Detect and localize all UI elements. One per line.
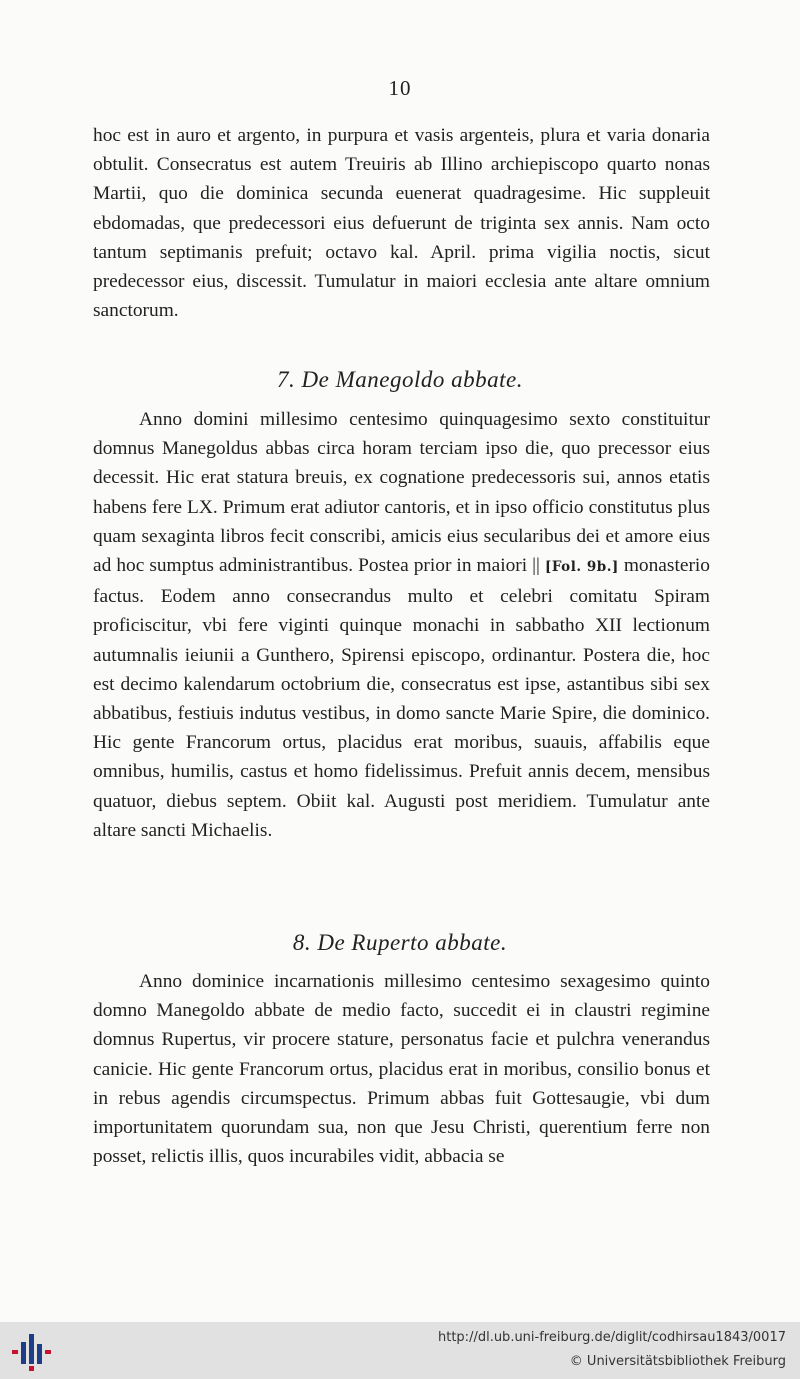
copyright-notice: © Universitätsbibliothek Freiburg	[569, 1354, 786, 1369]
section-7-text-part-2: monasterio factus. Eodem anno consecrandus multo et celebri comitatu Spiram proficiscitur, vbi fere viginti quinque monachi in sabbatho XII lectionum autumnalis ieiunii a Gunthero, Spirensi episcopo, ordinantur. Postera die, hoc est decimo kalendarum octobrium die, consecratus est ipse, astantibus sibi sex abbatibus, festiuis indutus vestibus, in domo sancte Marie Spire, die dominico. Hic gente Francorum ortus, placidus erat moribus, suauis, affabilis eque omnibus, humilis, castus et homo fidelissimus. Prefuit annis decem, mensibus quatuor, diebus septem. Obiit kal. Augusti post meridiem. Tumulatur ante altare sancti Michaelis.	[93, 555, 710, 841]
ub-freiburg-logo-icon[interactable]	[12, 1330, 52, 1372]
section-title-7: 7. De Manegoldo abbate.	[277, 367, 523, 392]
section-8-paragraph: Anno dominice incarnationis millesimo centesimo sexagesimo quinto domno Manegoldo abbate de medio facto, succedit ei in claustri regimine domnus Rupertus, vir procere stature, personatus facie et pulchra venerandus canicie. Hic gente Francorum ortus, placidus erat in moribus, consilio bonus et in rebus agendis circumspectus. Primum abbas fuit Gottesaugie, vbi dum importunitatem quorundam sua, non que Jesu Christi, querentium ferre non posset, relictis illis, quos incurabiles vidit, abbacia se	[93, 971, 710, 1168]
folio-reference: [Fol. 9b.]	[544, 559, 619, 576]
permalink-url[interactable]: http://dl.ub.uni-freiburg.de/diglit/codhirsau1843/0017	[438, 1330, 786, 1345]
page-number: 10	[388, 76, 412, 100]
section-title-8: 8. De Ruperto abbate.	[292, 930, 508, 955]
section-7-paragraph	[93, 405, 710, 845]
viewer-footer	[0, 1322, 800, 1379]
paragraph-continuation: hoc est in auro et argento, in purpura et vasis argenteis, plura et varia donaria obtulit. Consecratus est autem Treuiris ab Illino archiepiscopo quarto nonas Martii, quo die dominica secunda euenerat quadragesime. Hic suppleuit ebdomadas, que predecessori eius defuerunt de triginta sex annis. Nam octo tantum septimanis prefuit; octavo kal. April. prima vigilia noctis, sicut predecessor eius, discessit. Tumulatur in maiori ecclesia ante altare omnium sanctorum.	[93, 125, 710, 322]
section-7-text-part-1: Anno domini millesimo centesimo quinquagesimo sexto constituitur domnus Manegoldus abbas circa horam terciam ipso die, quo precessor eius decessit. Hic erat statura breuis, ex cognatione predecessoris sui, annos etatis habens fere LX. Primum erat adiutor cantoris, et in ipso officio constitutus plus quam sexaginta libros fecit conscribi, amicis eius secularibus dei et amore eius ad hoc sumptus administrantibus. Postea prior in maiori ||	[93, 409, 710, 577]
